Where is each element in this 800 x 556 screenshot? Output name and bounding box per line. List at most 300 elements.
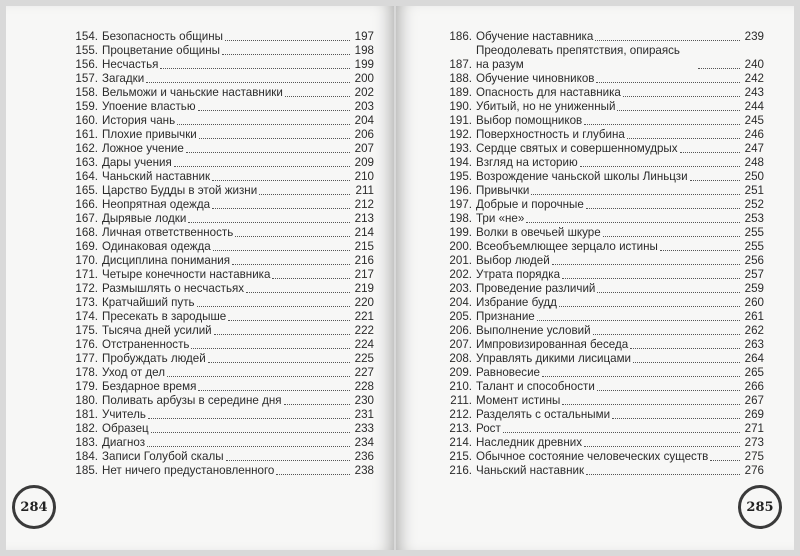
- entry-body: [102, 72, 374, 86]
- entry-body: [476, 198, 764, 212]
- entry-page-number: 253: [744, 212, 764, 225]
- dot-leader: [276, 474, 350, 475]
- entry-body: [102, 394, 374, 408]
- entry-body: [476, 394, 764, 408]
- entry-number: 176.: [75, 338, 98, 351]
- entry-title: Безопасность общины: [102, 30, 224, 43]
- dot-leader: [698, 68, 740, 69]
- entry-number: 171.: [75, 268, 98, 281]
- entry-number: 191.: [449, 114, 472, 127]
- page-number-badge-right: 285: [738, 485, 782, 529]
- dot-leader: [586, 474, 740, 475]
- entry-number: 210.: [449, 380, 472, 393]
- toc-entry: [60, 282, 374, 296]
- toc-entry: [60, 240, 374, 254]
- entry-number: 187.: [449, 58, 472, 71]
- entry-title: Несчастья: [102, 58, 159, 71]
- dot-leader: [198, 110, 350, 111]
- entry-number: 154.: [75, 30, 98, 43]
- entry-page-number: 239: [744, 30, 764, 43]
- dot-leader: [191, 348, 350, 349]
- dot-leader: [147, 446, 350, 447]
- dot-leader: [597, 292, 740, 293]
- entry-title: Возрождение чаньской школы Линьцзи: [476, 170, 688, 183]
- entry-number: 170.: [75, 254, 98, 267]
- entry-number: 177.: [75, 352, 98, 365]
- entry-page-number: 203: [354, 100, 374, 113]
- entry-body: [102, 170, 374, 184]
- entry-page-number: 217: [354, 268, 374, 281]
- entry-number: 168.: [75, 226, 98, 239]
- entry-page-number: 215: [354, 240, 374, 253]
- entry-body: [476, 422, 764, 436]
- entry-body: [476, 338, 764, 352]
- toc-entry: [60, 212, 374, 226]
- toc-entry: [60, 100, 374, 114]
- entry-number: 179.: [75, 380, 98, 393]
- entry-body: [476, 86, 764, 100]
- entry-number: 202.: [449, 268, 472, 281]
- entry-number: 158.: [75, 86, 98, 99]
- left-page: [6, 6, 394, 550]
- entry-title: Загадки: [102, 72, 145, 85]
- entry-page-number: 265: [744, 366, 764, 379]
- dot-leader: [272, 278, 350, 279]
- entry-body: [476, 128, 764, 142]
- dot-leader: [246, 292, 350, 293]
- entry-body: [476, 184, 764, 198]
- entry-title: Дисциплина понимания: [102, 254, 231, 267]
- entry-page-number: 212: [354, 198, 374, 211]
- dot-leader: [710, 460, 740, 461]
- entry-page-number: 202: [354, 86, 374, 99]
- dot-leader: [526, 222, 740, 223]
- entry-page-number: 234: [354, 436, 374, 449]
- entry-title: Взгляд на историю: [476, 156, 578, 169]
- toc-entry: [60, 30, 374, 44]
- entry-body: [476, 464, 764, 478]
- toc-entry: [60, 44, 374, 58]
- entry-page-number: 220: [354, 296, 374, 309]
- toc-entry: [434, 436, 764, 450]
- entry-page-number: 263: [744, 338, 764, 351]
- toc-entry: [60, 142, 374, 156]
- entry-title: Признание: [476, 310, 535, 323]
- toc-entry: [434, 324, 764, 338]
- entry-page-number: 271: [744, 422, 764, 435]
- dot-leader: [680, 152, 740, 153]
- entry-title: Выбор людей: [476, 254, 550, 267]
- entry-number: 163.: [75, 156, 98, 169]
- entry-title: Диагноз: [102, 436, 146, 449]
- entry-number: 214.: [449, 436, 472, 449]
- dot-leader: [627, 138, 740, 139]
- toc-entry: [434, 310, 764, 324]
- toc-entry: [434, 450, 764, 464]
- toc-entry: [60, 86, 374, 100]
- entry-title: Момент истины: [476, 394, 561, 407]
- entry-body: [102, 156, 374, 170]
- entry-title: Личная ответственность: [102, 226, 234, 239]
- entry-number: 162.: [75, 142, 98, 155]
- entry-body: [476, 142, 764, 156]
- entry-body: [102, 282, 374, 296]
- dot-leader: [198, 390, 350, 391]
- toc-entry: [434, 100, 764, 114]
- entry-title: Сердце святых и совершенномудрых: [476, 142, 678, 155]
- entry-number: 192.: [449, 128, 472, 141]
- entry-title: Выбор помощников: [476, 114, 583, 127]
- dot-leader: [228, 320, 350, 321]
- entry-title: Кратчайший путь: [102, 296, 195, 309]
- toc-entry: [434, 352, 764, 366]
- toc-entry: [434, 142, 764, 156]
- entry-number: 204.: [449, 296, 472, 309]
- toc-entry: [434, 128, 764, 142]
- toc-entry: [434, 30, 764, 44]
- entry-number: 211.: [450, 394, 472, 407]
- entry-title: Вельможи и чаньские наставники: [102, 86, 283, 99]
- dot-leader: [597, 390, 740, 391]
- dot-leader: [603, 236, 740, 237]
- entry-page-number: 213: [354, 212, 374, 225]
- entry-page-number: 255: [744, 226, 764, 239]
- entry-number: 186.: [449, 30, 472, 43]
- entry-body: [102, 268, 374, 282]
- entry-number: 199.: [449, 226, 472, 239]
- entry-page-number: 244: [744, 100, 764, 113]
- dot-leader: [633, 362, 740, 363]
- entry-title: Царство Будды в этой жизни: [102, 184, 258, 197]
- entry-body: [476, 30, 764, 44]
- entry-page-number: 210: [354, 170, 374, 183]
- dot-leader: [284, 404, 350, 405]
- entry-title: Учитель: [102, 408, 146, 421]
- dot-leader: [562, 404, 740, 405]
- dot-leader: [197, 306, 350, 307]
- toc-entry: [60, 114, 374, 128]
- entry-body: [476, 352, 764, 366]
- dot-leader: [660, 250, 740, 251]
- dot-leader: [214, 334, 350, 335]
- entry-page-number: 197: [354, 30, 374, 43]
- toc-entry: [60, 352, 374, 366]
- toc-entry: [434, 254, 764, 268]
- entry-body: [102, 184, 374, 198]
- entry-page-number: 262: [744, 324, 764, 337]
- right-page: [396, 6, 794, 550]
- entry-number: 173.: [75, 296, 98, 309]
- entry-title: Упоение властью: [102, 100, 196, 113]
- toc-entry: [434, 114, 764, 128]
- dot-leader: [174, 166, 350, 167]
- toc-entry: [60, 324, 374, 338]
- entry-body: [102, 198, 374, 212]
- entry-title: Чаньский наставник: [476, 464, 585, 477]
- toc-entry: [434, 212, 764, 226]
- entry-page-number: 275: [744, 450, 764, 463]
- entry-title: Бездарное время: [102, 380, 197, 393]
- toc-entry: [60, 408, 374, 422]
- entry-body: [102, 366, 374, 380]
- dot-leader: [146, 82, 350, 83]
- entry-body: [102, 436, 374, 450]
- entry-title: Наследник древних: [476, 436, 583, 449]
- entry-body: [476, 268, 764, 282]
- toc-entry: [60, 198, 374, 212]
- entry-title: Обучение чиновников: [476, 72, 595, 85]
- entry-title: Ложное учение: [102, 142, 184, 155]
- toc-entry: [434, 226, 764, 240]
- entry-title: Обучение наставника: [476, 30, 594, 43]
- entry-page-number: 198: [354, 44, 374, 57]
- entry-page-number: 222: [354, 324, 374, 337]
- entry-title: Равновесие: [476, 366, 541, 379]
- entry-title: Поверхностность и глубина: [476, 128, 625, 141]
- entry-title: Четыре конечности наставника: [102, 268, 271, 281]
- entry-body: [476, 436, 764, 450]
- toc-entry: [434, 184, 764, 198]
- dot-leader: [232, 264, 350, 265]
- toc-entry: [60, 170, 374, 184]
- entry-number: 216.: [449, 464, 472, 477]
- dot-leader: [593, 334, 740, 335]
- entry-number: 200.: [449, 240, 472, 253]
- entry-title: Плохие привычки: [102, 128, 197, 141]
- entry-body: [102, 408, 374, 422]
- dot-leader: [503, 432, 740, 433]
- entry-page-number: 206: [354, 128, 374, 141]
- entry-body: [476, 450, 764, 464]
- entry-number: 189.: [449, 86, 472, 99]
- entry-number: 156.: [75, 58, 98, 71]
- entry-title: Избрание будд: [476, 296, 557, 309]
- toc-entry: [60, 464, 374, 478]
- entry-body: [102, 30, 374, 44]
- entry-page-number: 266: [744, 380, 764, 393]
- dot-leader: [167, 376, 350, 377]
- entry-page-number: 252: [744, 198, 764, 211]
- dot-leader: [226, 460, 350, 461]
- entry-body: [102, 128, 374, 142]
- entry-number: 196.: [449, 184, 472, 197]
- entry-body: [102, 240, 374, 254]
- entry-title: Размышлять о несчастьях: [102, 282, 245, 295]
- toc-entry: [434, 366, 764, 380]
- entry-number: 160.: [75, 114, 98, 127]
- toc-entry: [60, 380, 374, 394]
- entry-body: [476, 296, 764, 310]
- entry-page-number: 233: [354, 422, 374, 435]
- entry-number: 207.: [449, 338, 472, 351]
- toc-list-right: [434, 30, 764, 478]
- toc-entry: [60, 72, 374, 86]
- entry-number: 166.: [75, 198, 98, 211]
- entry-number: 181.: [75, 408, 98, 421]
- entry-number: 194.: [449, 156, 472, 169]
- entry-number: 185.: [75, 464, 98, 477]
- entry-page-number: 228: [354, 380, 374, 393]
- dot-leader: [584, 124, 740, 125]
- dot-leader: [586, 208, 740, 209]
- dot-leader: [235, 236, 350, 237]
- dot-leader: [552, 264, 740, 265]
- entry-number: 165.: [75, 184, 98, 197]
- entry-page-number: 257: [744, 268, 764, 281]
- entry-page-number: 251: [744, 184, 764, 197]
- dot-leader: [531, 194, 740, 195]
- dot-leader: [559, 306, 740, 307]
- toc-entry: [434, 394, 764, 408]
- entry-title: Преодолевать препятствия, опираясь на разум: [476, 44, 680, 71]
- entry-page-number: 256: [744, 254, 764, 267]
- entry-page-number: 207: [354, 142, 374, 155]
- dot-leader: [222, 54, 350, 55]
- entry-page-number: 259: [744, 282, 764, 295]
- entry-number: 157.: [75, 72, 98, 85]
- entry-body: [102, 142, 374, 156]
- dot-leader: [212, 180, 350, 181]
- entry-title: Уход от дел: [102, 366, 166, 379]
- toc-entry: [60, 58, 374, 72]
- entry-number: 164.: [75, 170, 98, 183]
- dot-leader: [542, 376, 740, 377]
- entry-page-number: 219: [354, 282, 374, 295]
- entry-body: [102, 422, 374, 436]
- entry-number: 180.: [75, 394, 98, 407]
- entry-page-number: 246: [744, 128, 764, 141]
- entry-page-number: 214: [354, 226, 374, 239]
- toc-entry: [434, 170, 764, 184]
- entry-page-number: 261: [744, 310, 764, 323]
- entry-body: [102, 338, 374, 352]
- dot-leader: [199, 138, 350, 139]
- entry-body: [102, 352, 374, 366]
- entry-number: 212.: [449, 408, 472, 421]
- entry-body: [102, 254, 374, 268]
- entry-body: [102, 380, 374, 394]
- dot-leader: [151, 432, 350, 433]
- toc-entry: [434, 156, 764, 170]
- entry-page-number: 236: [354, 450, 374, 463]
- entry-number: 174.: [75, 310, 98, 323]
- entry-body: [102, 296, 374, 310]
- entry-title: Утрата порядка: [476, 268, 561, 281]
- entry-body: [102, 212, 374, 226]
- entry-title: Дырявые лодки: [102, 212, 187, 225]
- toc-entry: [434, 198, 764, 212]
- entry-number: 182.: [75, 422, 98, 435]
- entry-title: История чань: [102, 114, 176, 127]
- entry-title: Нет ничего предустановленного: [102, 464, 275, 477]
- entry-number: 167.: [75, 212, 98, 225]
- dot-leader: [623, 96, 740, 97]
- entry-title: Неопрятная одежда: [102, 198, 211, 211]
- entry-title: Привычки: [476, 184, 530, 197]
- entry-body: [476, 212, 764, 226]
- entry-page-number: 276: [744, 464, 764, 477]
- entry-body: [102, 58, 374, 72]
- entry-number: 155.: [75, 44, 98, 57]
- toc-entry: [434, 408, 764, 422]
- entry-title: Опасность для наставника: [476, 86, 621, 99]
- dot-leader: [208, 362, 350, 363]
- entry-page-number: 230: [354, 394, 374, 407]
- entry-body: [102, 100, 374, 114]
- entry-page-number: 204: [354, 114, 374, 127]
- entry-number: 208.: [449, 352, 472, 365]
- entry-title: Поливать арбузы в середине дня: [102, 394, 282, 407]
- entry-page-number: 255: [744, 240, 764, 253]
- toc-entry: [60, 366, 374, 380]
- entry-title: Убитый, но не униженный: [476, 100, 616, 113]
- dot-leader: [160, 68, 350, 69]
- dot-leader: [690, 180, 740, 181]
- entry-page-number: 247: [744, 142, 764, 155]
- entry-body: [476, 380, 764, 394]
- dot-leader: [630, 348, 740, 349]
- toc-entry: [434, 464, 764, 478]
- entry-page-number: 260: [744, 296, 764, 309]
- entry-page-number: 242: [744, 72, 764, 85]
- toc-entry: [434, 338, 764, 352]
- dot-leader: [285, 96, 350, 97]
- entry-page-number: 231: [354, 408, 374, 421]
- entry-page-number: 238: [354, 464, 374, 477]
- entry-title: Пресекать в зародыше: [102, 310, 227, 323]
- entry-page-number: 211: [355, 184, 374, 197]
- entry-number: 161.: [75, 128, 98, 141]
- entry-title: Разделять с остальными: [476, 408, 611, 421]
- toc-entry: [60, 338, 374, 352]
- entry-number: 209.: [449, 366, 472, 379]
- entry-number: 169.: [75, 240, 98, 253]
- entry-body: [102, 310, 374, 324]
- toc-list-left: [60, 30, 374, 478]
- toc-entry: [60, 450, 374, 464]
- entry-title: Пробуждать людей: [102, 352, 206, 365]
- entry-title: Процветание общины: [102, 44, 220, 57]
- entry-title: Дары учения: [102, 156, 172, 169]
- dot-leader: [580, 166, 740, 167]
- entry-title: Обычное состояние человеческих существ: [476, 450, 709, 463]
- entry-number: 215.: [449, 450, 472, 463]
- entry-page-number: 209: [354, 156, 374, 169]
- dot-leader: [259, 194, 350, 195]
- entry-body: [476, 114, 764, 128]
- entry-body: [476, 156, 764, 170]
- entry-body: [476, 240, 764, 254]
- entry-page-number: 216: [354, 254, 374, 267]
- entry-body: [476, 100, 764, 114]
- entry-number: 205.: [449, 310, 472, 323]
- toc-entry: [60, 184, 374, 198]
- entry-body: [476, 408, 764, 422]
- entry-page-number: 221: [354, 310, 374, 323]
- toc-entry: [60, 128, 374, 142]
- toc-entry: [434, 240, 764, 254]
- entry-title: Добрые и порочные: [476, 198, 584, 211]
- entry-title: Записи Голубой скалы: [102, 450, 224, 463]
- entry-page-number: 240: [744, 58, 764, 71]
- entry-page-number: 224: [354, 338, 374, 351]
- entry-page-number: 200: [354, 72, 374, 85]
- dot-leader: [562, 278, 740, 279]
- entry-title: Отстраненность: [102, 338, 190, 351]
- entry-number: 195.: [449, 170, 472, 183]
- entry-title: Рост: [476, 422, 501, 435]
- entry-number: 159.: [75, 100, 98, 113]
